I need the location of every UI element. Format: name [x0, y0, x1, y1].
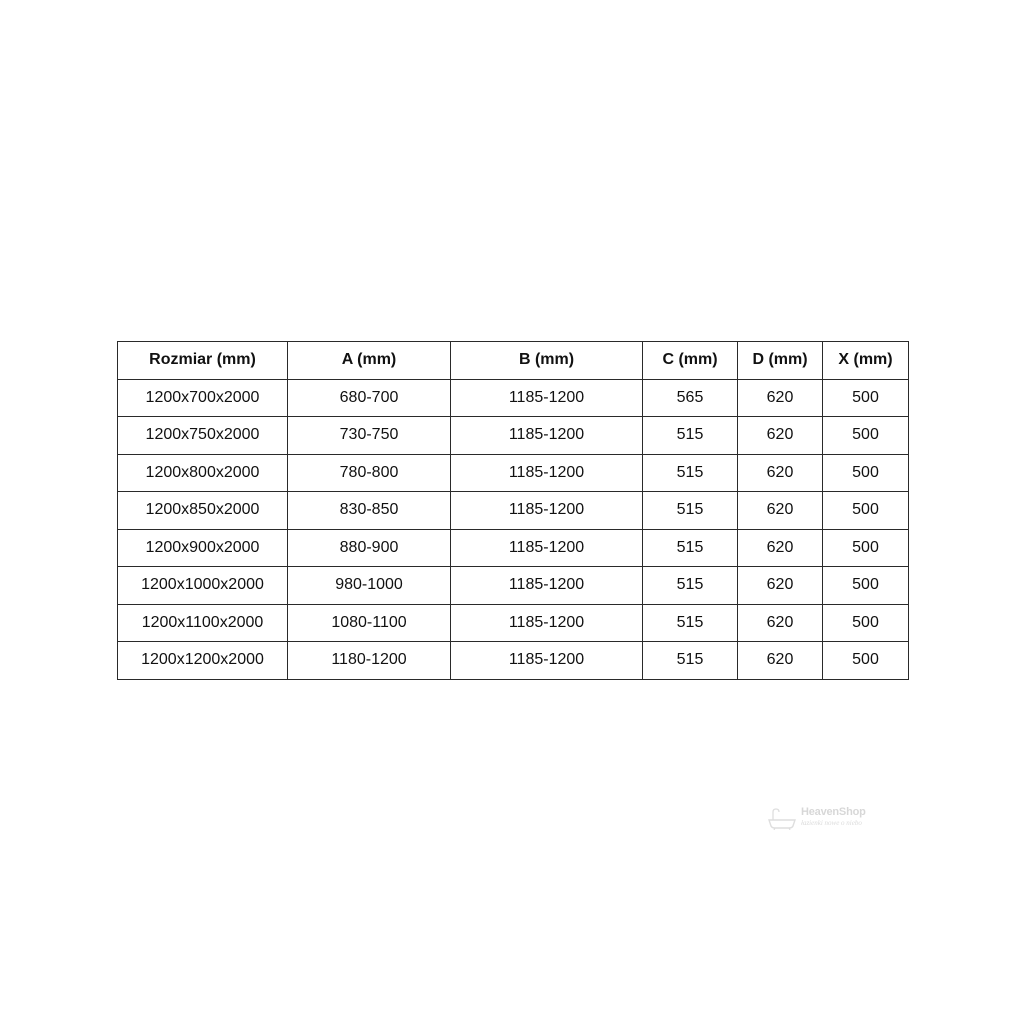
cell-d: 620 — [738, 642, 823, 680]
table-row — [118, 492, 909, 530]
cell-c: 515 — [643, 417, 738, 455]
table-row — [118, 642, 909, 680]
table-row — [118, 604, 909, 642]
cell-c: 515 — [643, 567, 738, 605]
cell-x: 500 — [823, 604, 909, 642]
header-c: C (mm) — [643, 342, 738, 380]
bathtub-icon — [766, 808, 798, 830]
cell-d: 620 — [738, 567, 823, 605]
header-a: A (mm) — [288, 342, 451, 380]
cell-c: 515 — [643, 492, 738, 530]
cell-size: 1200x750x2000 — [118, 417, 288, 455]
cell-a: 680-700 — [288, 379, 451, 417]
cell-c: 565 — [643, 379, 738, 417]
header-size: Rozmiar (mm) — [118, 342, 288, 380]
cell-a: 880-900 — [288, 529, 451, 567]
cell-size: 1200x850x2000 — [118, 492, 288, 530]
cell-d: 620 — [738, 379, 823, 417]
watermark-tagline: łazienki nowe o niebo — [801, 819, 862, 827]
cell-size: 1200x1200x2000 — [118, 642, 288, 680]
cell-c: 515 — [643, 604, 738, 642]
cell-b: 1185-1200 — [451, 417, 643, 455]
cell-c: 515 — [643, 642, 738, 680]
cell-c: 515 — [643, 454, 738, 492]
cell-size: 1200x800x2000 — [118, 454, 288, 492]
cell-x: 500 — [823, 454, 909, 492]
header-x: X (mm) — [823, 342, 909, 380]
cell-x: 500 — [823, 642, 909, 680]
cell-c: 515 — [643, 529, 738, 567]
cell-d: 620 — [738, 417, 823, 455]
cell-d: 620 — [738, 604, 823, 642]
cell-b: 1185-1200 — [451, 604, 643, 642]
cell-b: 1185-1200 — [451, 567, 643, 605]
cell-d: 620 — [738, 454, 823, 492]
heavenshop-watermark — [766, 806, 878, 832]
cell-d: 620 — [738, 492, 823, 530]
table-row — [118, 529, 909, 567]
cell-x: 500 — [823, 379, 909, 417]
cell-size: 1200x700x2000 — [118, 379, 288, 417]
cell-x: 500 — [823, 529, 909, 567]
watermark-brand-name: HeavenShop — [801, 806, 866, 818]
cell-a: 730-750 — [288, 417, 451, 455]
cell-b: 1185-1200 — [451, 642, 643, 680]
cell-size: 1200x1100x2000 — [118, 604, 288, 642]
header-d: D (mm) — [738, 342, 823, 380]
cell-x: 500 — [823, 492, 909, 530]
header-b: B (mm) — [451, 342, 643, 380]
cell-x: 500 — [823, 417, 909, 455]
cell-a: 980-1000 — [288, 567, 451, 605]
cell-d: 620 — [738, 529, 823, 567]
table-row — [118, 454, 909, 492]
cell-size: 1200x1000x2000 — [118, 567, 288, 605]
cell-a: 1180-1200 — [288, 642, 451, 680]
table-header-row — [118, 342, 909, 380]
dimensions-table — [117, 341, 909, 680]
table-row — [118, 417, 909, 455]
table-row — [118, 379, 909, 417]
table-row — [118, 567, 909, 605]
cell-a: 780-800 — [288, 454, 451, 492]
cell-b: 1185-1200 — [451, 379, 643, 417]
cell-b: 1185-1200 — [451, 492, 643, 530]
cell-x: 500 — [823, 567, 909, 605]
cell-a: 830-850 — [288, 492, 451, 530]
cell-a: 1080-1100 — [288, 604, 451, 642]
cell-size: 1200x900x2000 — [118, 529, 288, 567]
cell-b: 1185-1200 — [451, 529, 643, 567]
cell-b: 1185-1200 — [451, 454, 643, 492]
